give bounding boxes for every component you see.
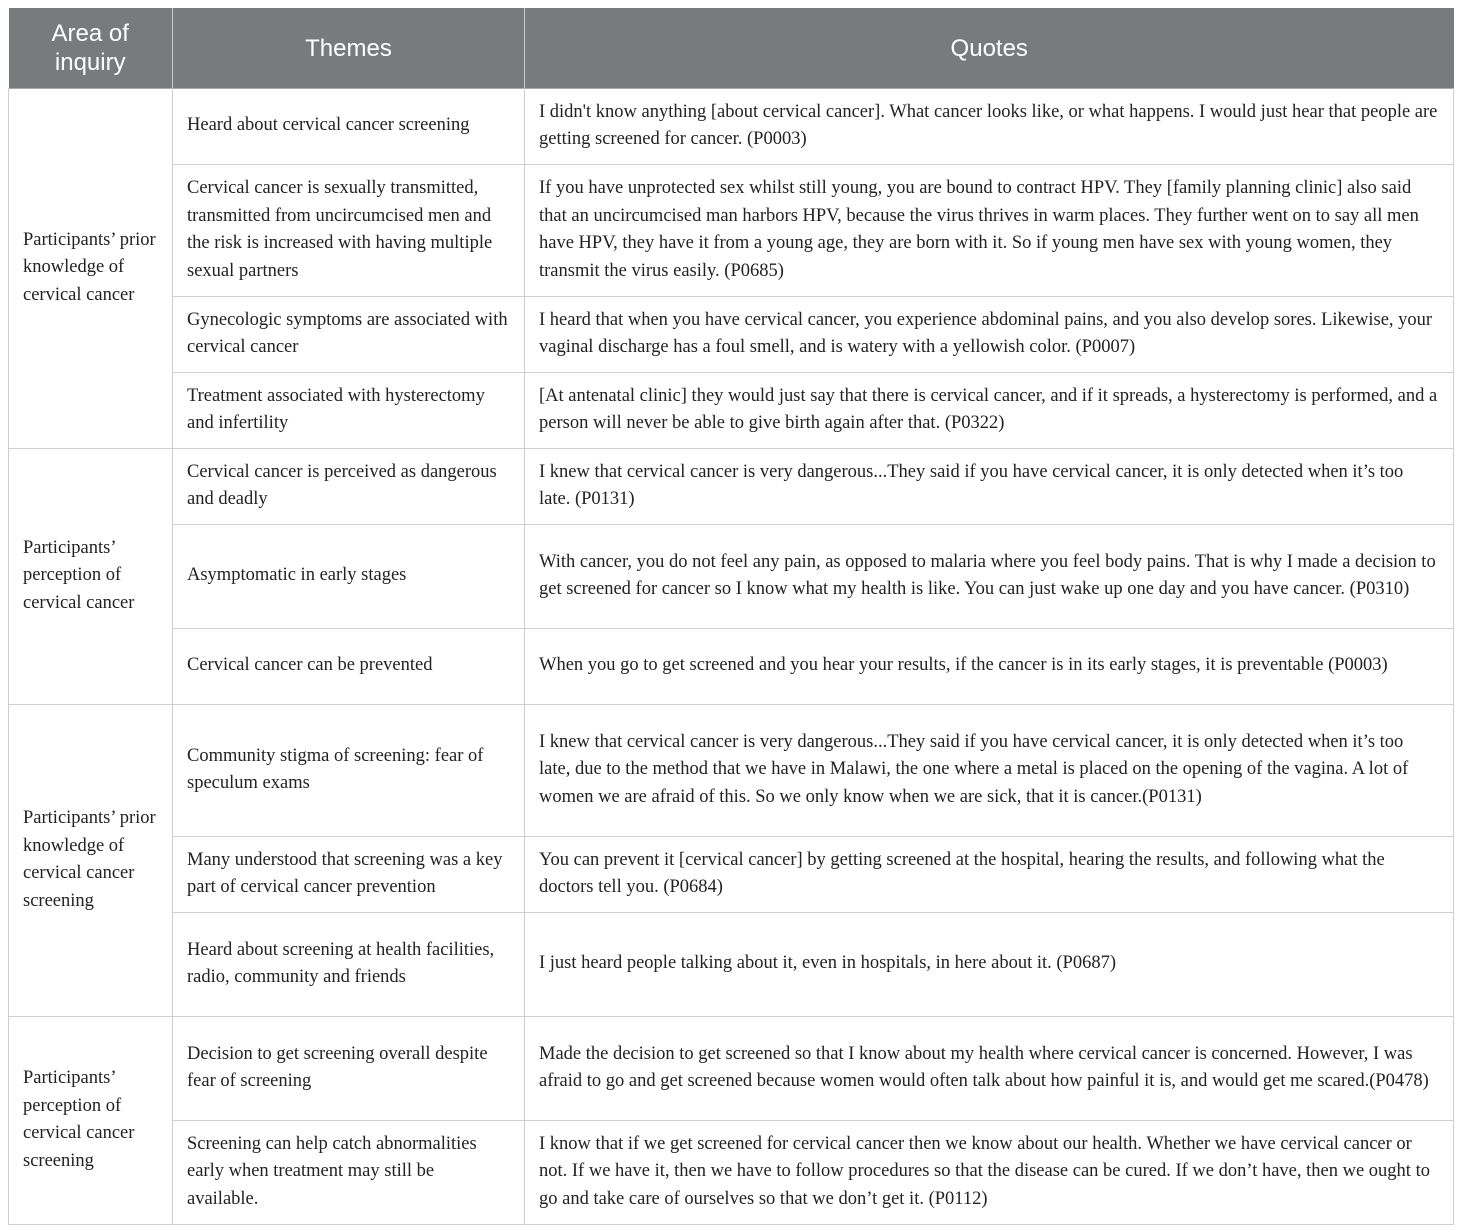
theme-cell: Cervical cancer is perceived as dangerous and deadly — [173, 449, 525, 525]
quote-cell: With cancer, you do not feel any pain, as opposed to malaria where you feel body pains. That is why I made a decision to get screened for cancer so I know what my health is like. You can just wake up one day and you have cancer. (P0310) — [525, 525, 1454, 629]
quote-cell: I knew that cervical cancer is very dangerous...They said if you have cervical cancer, it is only detected when it’s too late. (P0131) — [525, 449, 1454, 525]
theme-cell: Cervical cancer can be prevented — [173, 629, 525, 705]
quote-cell: I know that if we get screened for cervical cancer then we know about our health. Whether we have cervical cancer or not. If we have it, then we have to follow procedures so that the disease can be cured. If we don’t have, then we ought to go and take care of ourselves so that we don’t get it. (P0112) — [525, 1121, 1454, 1225]
quote-cell: I just heard people talking about it, even in hospitals, in here about it. (P0687) — [525, 913, 1454, 1017]
table-row — [9, 913, 1454, 1017]
theme-cell: Cervical cancer is sexually transmitted, transmitted from uncircumcised men and the risk is increased with having multiple sexual partners — [173, 165, 525, 297]
area-of-inquiry-cell: Participants’ perception of cervical cancer — [9, 449, 173, 705]
area-of-inquiry-cell: Participants’ perception of cervical cancer screening — [9, 1017, 173, 1225]
theme-cell: Decision to get screening overall despite fear of screening — [173, 1017, 525, 1121]
quote-cell: I didn't know anything [about cervical cancer]. What cancer looks like, or what happens. I would just hear that people are getting screened for cancer. (P0003) — [525, 89, 1454, 165]
qualitative-themes-table — [8, 8, 1454, 1225]
table-row — [9, 1121, 1454, 1225]
table-row — [9, 837, 1454, 913]
header-quotes: Quotes — [525, 8, 1454, 89]
quote-cell: You can prevent it [cervical cancer] by getting screened at the hospital, hearing the results, and following what the doctors tell you. (P0684) — [525, 837, 1454, 913]
area-of-inquiry-cell: Participants’ prior knowledge of cervical cancer — [9, 89, 173, 449]
theme-cell: Gynecologic symptoms are associated with cervical cancer — [173, 297, 525, 373]
theme-cell: Heard about screening at health facilities, radio, community and friends — [173, 913, 525, 1017]
quote-cell: I heard that when you have cervical cancer, you experience abdominal pains, and you also develop sores. Likewise, your vaginal discharge has a foul smell, and is watery with a yellowish color. (P0007) — [525, 297, 1454, 373]
quote-cell: If you have unprotected sex whilst still young, you are bound to contract HPV. They [family planning clinic] also said that an uncircumcised man harbors HPV, because the virus thrives in warm places. They further went on to say all men have HPV, they have it from a young age, they are born with it. So if young men have sex with young women, they transmit the virus easily. (P0685) — [525, 165, 1454, 297]
theme-cell: Heard about cervical cancer screening — [173, 89, 525, 165]
table-row — [9, 525, 1454, 629]
theme-cell: Community stigma of screening: fear of speculum exams — [173, 705, 525, 837]
table-row — [9, 1017, 1454, 1121]
table-row — [9, 629, 1454, 705]
table-row — [9, 449, 1454, 525]
theme-cell: Treatment associated with hysterectomy and infertility — [173, 373, 525, 449]
quote-cell: [At antenatal clinic] they would just say that there is cervical cancer, and if it spreads, a hysterectomy is performed, and a person will never be able to give birth again after that. (P0322) — [525, 373, 1454, 449]
table-row — [9, 165, 1454, 297]
header-themes: Themes — [173, 8, 525, 89]
quote-cell: When you go to get screened and you hear your results, if the cancer is in its early stages, it is preventable (P0003) — [525, 629, 1454, 705]
header-area-of-inquiry: Area of inquiry — [9, 8, 173, 89]
theme-cell: Asymptomatic in early stages — [173, 525, 525, 629]
theme-cell: Screening can help catch abnormalities early when treatment may still be available. — [173, 1121, 525, 1225]
table-row — [9, 373, 1454, 449]
quote-cell: Made the decision to get screened so that I know about my health where cervical cancer is concerned. However, I was afraid to go and get screened because women would often talk about how painful it is, and would get me scared.(P0478) — [525, 1017, 1454, 1121]
theme-cell: Many understood that screening was a key part of cervical cancer prevention — [173, 837, 525, 913]
header-row — [9, 8, 1454, 89]
table-row — [9, 705, 1454, 837]
quote-cell: I knew that cervical cancer is very dangerous...They said if you have cervical cancer, it is only detected when it’s too late, due to the method that we have in Malawi, the one where a metal is placed on the opening of the vagina. A lot of women we are afraid of this. So we only know when we are sick, that it is cancer.(P0131) — [525, 705, 1454, 837]
table-row — [9, 89, 1454, 165]
table-row — [9, 297, 1454, 373]
area-of-inquiry-cell: Participants’ prior knowledge of cervical cancer screening — [9, 705, 173, 1017]
